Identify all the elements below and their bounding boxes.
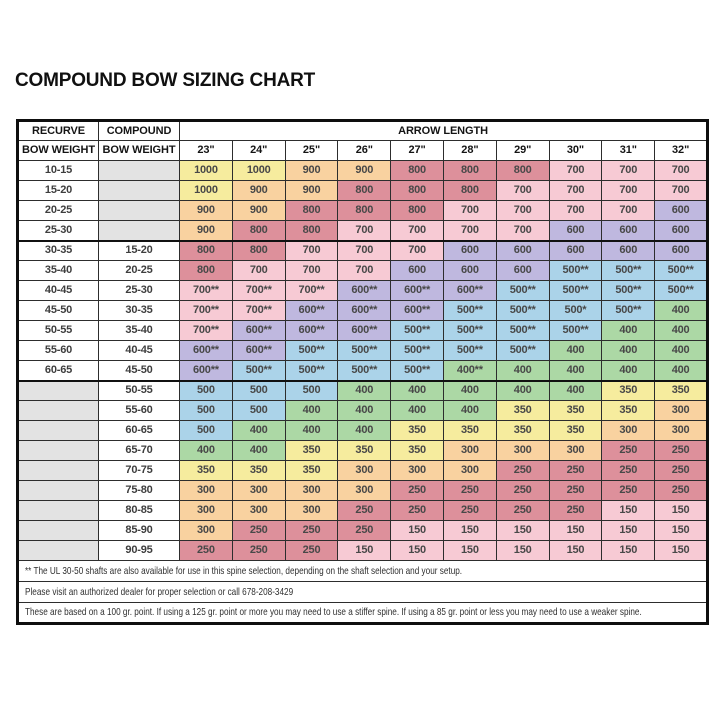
compound-weight-cell: 55-60 xyxy=(99,401,180,421)
spine-cell: 300 xyxy=(180,481,233,501)
compound-weight-cell: 90-95 xyxy=(99,541,180,561)
recurve-weight-cell: 55-60 xyxy=(18,341,99,361)
table-row xyxy=(18,321,708,341)
spine-cell: 500** xyxy=(549,321,602,341)
spine-cell: 500** xyxy=(496,321,549,341)
spine-cell: 500** xyxy=(655,281,708,301)
spine-cell: 350 xyxy=(391,421,444,441)
spine-cell: 150 xyxy=(602,521,655,541)
spine-cell: 700 xyxy=(655,181,708,201)
spine-cell: 350 xyxy=(338,441,391,461)
compound-weight-cell: 45-50 xyxy=(99,361,180,381)
spine-cell: 700** xyxy=(232,281,285,301)
spine-cell: 150 xyxy=(655,541,708,561)
header-compound: COMPOUND xyxy=(99,121,180,141)
spine-cell: 400 xyxy=(602,321,655,341)
spine-cell: 900 xyxy=(232,201,285,221)
compound-weight-cell: 80-85 xyxy=(99,501,180,521)
column-header-arrow-29: 29" xyxy=(496,141,549,161)
spine-cell: 400 xyxy=(232,441,285,461)
spine-cell: 500** xyxy=(496,341,549,361)
spine-cell: 500** xyxy=(443,321,496,341)
spine-cell: 400 xyxy=(549,361,602,381)
spine-cell: 400 xyxy=(391,381,444,401)
column-header-arrow-32: 32" xyxy=(655,141,708,161)
spine-cell: 400 xyxy=(338,381,391,401)
spine-cell: 250 xyxy=(180,541,233,561)
spine-cell: 400 xyxy=(655,321,708,341)
compound-weight-cell: 85-90 xyxy=(99,521,180,541)
spine-cell: 800 xyxy=(338,201,391,221)
spine-cell: 400 xyxy=(285,401,338,421)
spine-cell: 350 xyxy=(655,381,708,401)
column-header-arrow-26: 26" xyxy=(338,141,391,161)
recurve-weight-cell xyxy=(18,421,99,441)
compound-weight-cell: 35-40 xyxy=(99,321,180,341)
spine-cell: 250 xyxy=(443,481,496,501)
spine-cell: 800 xyxy=(285,221,338,241)
table-footnotes xyxy=(18,561,708,624)
spine-cell: 150 xyxy=(391,521,444,541)
spine-cell: 500** xyxy=(285,341,338,361)
spine-cell: 600 xyxy=(391,261,444,281)
spine-cell: 300 xyxy=(180,521,233,541)
table-row xyxy=(18,441,708,461)
spine-cell: 700 xyxy=(602,201,655,221)
spine-cell: 900 xyxy=(285,181,338,201)
spine-cell: 700 xyxy=(232,261,285,281)
spine-cell: 250 xyxy=(443,501,496,521)
spine-cell: 350 xyxy=(602,381,655,401)
spine-cell: 700 xyxy=(496,181,549,201)
compound-weight-cell xyxy=(99,181,180,201)
header-row-main xyxy=(18,121,708,141)
spine-cell: 700** xyxy=(180,301,233,321)
spine-cell: 700 xyxy=(655,161,708,181)
spine-cell: 900 xyxy=(180,221,233,241)
spine-cell: 400 xyxy=(602,341,655,361)
spine-cell: 300 xyxy=(496,441,549,461)
spine-cell: 150 xyxy=(443,521,496,541)
footnote-row xyxy=(18,603,708,624)
spine-cell: 150 xyxy=(655,501,708,521)
recurve-weight-cell xyxy=(18,521,99,541)
spine-cell: 600** xyxy=(391,301,444,321)
spine-cell: 600** xyxy=(232,321,285,341)
spine-cell: 350 xyxy=(549,421,602,441)
subheader-recurve-bow-weight: BOW WEIGHT xyxy=(18,141,99,161)
spine-cell: 300 xyxy=(232,501,285,521)
spine-cell: 500** xyxy=(496,301,549,321)
recurve-weight-cell: 20-25 xyxy=(18,201,99,221)
table-row xyxy=(18,301,708,321)
spine-cell: 600** xyxy=(285,301,338,321)
spine-cell: 250 xyxy=(232,541,285,561)
spine-cell: 350 xyxy=(285,461,338,481)
spine-cell: 150 xyxy=(549,521,602,541)
compound-weight-cell: 60-65 xyxy=(99,421,180,441)
spine-cell: 500** xyxy=(602,301,655,321)
spine-cell: 350 xyxy=(496,401,549,421)
spine-cell: 300 xyxy=(655,421,708,441)
compound-weight-cell: 15-20 xyxy=(99,241,180,261)
recurve-weight-cell: 50-55 xyxy=(18,321,99,341)
spine-cell: 600** xyxy=(338,281,391,301)
column-header-arrow-27: 27" xyxy=(391,141,444,161)
spine-cell: 250 xyxy=(232,521,285,541)
spine-cell: 700 xyxy=(602,161,655,181)
spine-cell: 500** xyxy=(549,281,602,301)
spine-cell: 600 xyxy=(655,241,708,261)
spine-cell: 400 xyxy=(655,341,708,361)
spine-cell: 400 xyxy=(443,401,496,421)
spine-cell: 700 xyxy=(549,161,602,181)
spine-cell: 500 xyxy=(180,381,233,401)
table-row xyxy=(18,261,708,281)
spine-cell: 350 xyxy=(180,461,233,481)
compound-weight-cell: 30-35 xyxy=(99,301,180,321)
spine-cell: 500** xyxy=(655,261,708,281)
recurve-weight-cell: 30-35 xyxy=(18,241,99,261)
spine-cell: 250 xyxy=(602,461,655,481)
compound-weight-cell: 40-45 xyxy=(99,341,180,361)
spine-cell: 600 xyxy=(549,241,602,261)
spine-cell: 150 xyxy=(602,541,655,561)
spine-cell: 800 xyxy=(443,161,496,181)
spine-cell: 250 xyxy=(549,461,602,481)
column-header-arrow-24: 24" xyxy=(232,141,285,161)
spine-cell: 600 xyxy=(655,201,708,221)
recurve-weight-cell xyxy=(18,481,99,501)
spine-cell: 300 xyxy=(232,481,285,501)
recurve-weight-cell xyxy=(18,541,99,561)
spine-cell: 900 xyxy=(180,201,233,221)
spine-cell: 300 xyxy=(391,461,444,481)
spine-cell: 250 xyxy=(602,481,655,501)
recurve-weight-cell: 60-65 xyxy=(18,361,99,381)
spine-cell: 600** xyxy=(443,281,496,301)
spine-cell: 400 xyxy=(602,361,655,381)
spine-cell: 800 xyxy=(180,241,233,261)
spine-cell: 800 xyxy=(391,181,444,201)
spine-cell: 800 xyxy=(232,221,285,241)
table-row xyxy=(18,421,708,441)
recurve-weight-cell xyxy=(18,381,99,401)
spine-cell: 350 xyxy=(549,401,602,421)
spine-cell: 600 xyxy=(496,241,549,261)
spine-cell: 600 xyxy=(549,221,602,241)
spine-cell: 600** xyxy=(338,301,391,321)
spine-cell: 500 xyxy=(285,381,338,401)
spine-cell: 800 xyxy=(443,181,496,201)
compound-weight-cell xyxy=(99,201,180,221)
spine-cell: 600 xyxy=(602,241,655,261)
spine-cell: 500* xyxy=(549,301,602,321)
column-header-arrow-30: 30" xyxy=(549,141,602,161)
spine-cell: 250 xyxy=(549,501,602,521)
table-row xyxy=(18,401,708,421)
page-title: COMPOUND BOW SIZING CHART xyxy=(15,70,316,91)
spine-cell: 250 xyxy=(496,501,549,521)
table-row xyxy=(18,361,708,381)
spine-cell: 600** xyxy=(338,321,391,341)
spine-cell: 400 xyxy=(549,341,602,361)
recurve-weight-cell xyxy=(18,441,99,461)
spine-cell: 800 xyxy=(391,201,444,221)
spine-cell: 500** xyxy=(391,341,444,361)
spine-cell: 300 xyxy=(549,441,602,461)
spine-cell: 600 xyxy=(602,221,655,241)
spine-cell: 150 xyxy=(496,521,549,541)
spine-cell: 350 xyxy=(391,441,444,461)
table-row xyxy=(18,521,708,541)
column-header-arrow-23: 23" xyxy=(180,141,233,161)
spine-cell: 700 xyxy=(285,261,338,281)
spine-cell: 800 xyxy=(338,181,391,201)
spine-cell: 1000 xyxy=(180,161,233,181)
footnote-row xyxy=(18,582,708,603)
compound-weight-cell: 75-80 xyxy=(99,481,180,501)
footnote-point-weight xyxy=(18,603,708,624)
spine-cell: 400 xyxy=(655,361,708,381)
spine-cell: 700 xyxy=(602,181,655,201)
table-row xyxy=(18,201,708,221)
spine-cell: 800 xyxy=(285,201,338,221)
spine-cell: 250 xyxy=(338,521,391,541)
spine-cell: 600** xyxy=(180,361,233,381)
spine-cell: 500 xyxy=(232,381,285,401)
spine-cell: 1000 xyxy=(232,161,285,181)
spine-cell: 300 xyxy=(180,501,233,521)
compound-weight-cell xyxy=(99,221,180,241)
spine-cell: 500** xyxy=(338,341,391,361)
spine-cell: 150 xyxy=(496,541,549,561)
compound-weight-cell: 20-25 xyxy=(99,261,180,281)
spine-cell: 300 xyxy=(443,461,496,481)
spine-cell: 600** xyxy=(232,341,285,361)
table-row xyxy=(18,221,708,241)
column-header-arrow-28: 28" xyxy=(443,141,496,161)
header-recurve: RECURVE xyxy=(18,121,99,141)
spine-cell: 600** xyxy=(391,281,444,301)
spine-cell: 400 xyxy=(180,441,233,461)
spine-cell: 500** xyxy=(443,301,496,321)
spine-cell: 300 xyxy=(338,461,391,481)
spine-cell: 500** xyxy=(496,281,549,301)
spine-cell: 900 xyxy=(338,161,391,181)
spine-cell: 700** xyxy=(180,281,233,301)
recurve-weight-cell: 35-40 xyxy=(18,261,99,281)
header-row-sub xyxy=(18,141,708,161)
compound-weight-cell: 65-70 xyxy=(99,441,180,461)
spine-cell: 600 xyxy=(443,241,496,261)
spine-cell: 500** xyxy=(232,361,285,381)
footnote-ul-shafts xyxy=(18,561,708,582)
spine-cell: 400** xyxy=(443,361,496,381)
spine-cell: 800 xyxy=(232,241,285,261)
sizing-chart-body xyxy=(18,161,708,561)
footnote-row xyxy=(18,561,708,582)
spine-cell: 500** xyxy=(443,341,496,361)
spine-cell: 700 xyxy=(549,201,602,221)
spine-cell: 700 xyxy=(496,201,549,221)
spine-cell: 400 xyxy=(496,381,549,401)
spine-cell: 500** xyxy=(602,261,655,281)
spine-cell: 150 xyxy=(549,541,602,561)
spine-cell: 600** xyxy=(285,321,338,341)
spine-cell: 300 xyxy=(285,481,338,501)
spine-cell: 400 xyxy=(391,401,444,421)
spine-cell: 150 xyxy=(655,521,708,541)
spine-cell: 700 xyxy=(496,221,549,241)
spine-cell: 900 xyxy=(232,181,285,201)
spine-cell: 250 xyxy=(655,461,708,481)
spine-cell: 250 xyxy=(391,501,444,521)
spine-cell: 300 xyxy=(655,401,708,421)
spine-cell: 150 xyxy=(602,501,655,521)
spine-cell: 400 xyxy=(338,401,391,421)
compound-weight-cell: 50-55 xyxy=(99,381,180,401)
spine-cell: 250 xyxy=(655,481,708,501)
table-header xyxy=(18,121,708,161)
table-row xyxy=(18,541,708,561)
spine-cell: 700 xyxy=(285,241,338,261)
spine-cell: 300 xyxy=(602,421,655,441)
footnote-dealer-text: Please visit an authorized dealer for proper selection or call 678-208-3429 xyxy=(25,585,294,598)
footnote-ul-shafts-text: ** The UL 30-50 shafts are also available for use in this spine selection, depending on the shaft selection and your setup. xyxy=(25,564,463,577)
spine-cell: 400 xyxy=(549,381,602,401)
table-row xyxy=(18,501,708,521)
spine-cell: 400 xyxy=(285,421,338,441)
spine-cell: 250 xyxy=(602,441,655,461)
table-row xyxy=(18,341,708,361)
recurve-weight-cell: 10-15 xyxy=(18,161,99,181)
sizing-chart-table xyxy=(16,119,709,625)
spine-cell: 300 xyxy=(338,481,391,501)
spine-cell: 700** xyxy=(232,301,285,321)
spine-cell: 500 xyxy=(180,401,233,421)
table-row xyxy=(18,161,708,181)
spine-cell: 1000 xyxy=(180,181,233,201)
spine-cell: 300 xyxy=(285,501,338,521)
header-arrow-length: ARROW LENGTH xyxy=(180,121,708,141)
spine-cell: 250 xyxy=(549,481,602,501)
spine-cell: 700 xyxy=(549,181,602,201)
spine-cell: 700** xyxy=(285,281,338,301)
column-header-arrow-25: 25" xyxy=(285,141,338,161)
spine-cell: 350 xyxy=(232,461,285,481)
compound-weight-cell: 70-75 xyxy=(99,461,180,481)
spine-cell: 300 xyxy=(443,441,496,461)
spine-cell: 700 xyxy=(391,221,444,241)
spine-cell: 500** xyxy=(549,261,602,281)
recurve-weight-cell: 15-20 xyxy=(18,181,99,201)
spine-cell: 250 xyxy=(285,521,338,541)
spine-cell: 600 xyxy=(496,261,549,281)
recurve-weight-cell xyxy=(18,401,99,421)
spine-cell: 800 xyxy=(391,161,444,181)
spine-cell: 250 xyxy=(338,501,391,521)
spine-cell: 500** xyxy=(285,361,338,381)
table-row xyxy=(18,241,708,261)
spine-cell: 700 xyxy=(338,241,391,261)
spine-cell: 250 xyxy=(655,441,708,461)
spine-cell: 700 xyxy=(338,261,391,281)
table-row xyxy=(18,381,708,401)
spine-cell: 350 xyxy=(443,421,496,441)
compound-weight-cell: 25-30 xyxy=(99,281,180,301)
spine-cell: 150 xyxy=(338,541,391,561)
compound-weight-cell xyxy=(99,161,180,181)
spine-cell: 700 xyxy=(443,221,496,241)
spine-cell: 400 xyxy=(443,381,496,401)
spine-cell: 250 xyxy=(496,461,549,481)
spine-cell: 250 xyxy=(391,481,444,501)
spine-cell: 250 xyxy=(496,481,549,501)
spine-cell: 350 xyxy=(602,401,655,421)
table-row xyxy=(18,481,708,501)
table-row xyxy=(18,461,708,481)
spine-cell: 400 xyxy=(655,301,708,321)
spine-cell: 700** xyxy=(180,321,233,341)
spine-cell: 500 xyxy=(232,401,285,421)
spine-cell: 500** xyxy=(602,281,655,301)
recurve-weight-cell: 45-50 xyxy=(18,301,99,321)
spine-cell: 700 xyxy=(338,221,391,241)
spine-cell: 600 xyxy=(655,221,708,241)
spine-cell: 700 xyxy=(443,201,496,221)
spine-cell: 900 xyxy=(285,161,338,181)
spine-cell: 150 xyxy=(443,541,496,561)
spine-cell: 400 xyxy=(496,361,549,381)
spine-cell: 600** xyxy=(180,341,233,361)
spine-cell: 700 xyxy=(391,241,444,261)
spine-cell: 350 xyxy=(496,421,549,441)
spine-cell: 600 xyxy=(443,261,496,281)
footnote-point-weight-text: These are based on a 100 gr. point. If using a 125 gr. point or more you may need to use a stiffer spine. If using a 85 gr. point or less you may need to use a weaker spine. xyxy=(25,606,642,618)
spine-cell: 150 xyxy=(391,541,444,561)
column-header-arrow-31: 31" xyxy=(602,141,655,161)
recurve-weight-cell xyxy=(18,461,99,481)
recurve-weight-cell: 40-45 xyxy=(18,281,99,301)
spine-cell: 500** xyxy=(338,361,391,381)
table-row xyxy=(18,281,708,301)
spine-cell: 800 xyxy=(180,261,233,281)
spine-cell: 800 xyxy=(496,161,549,181)
spine-cell: 350 xyxy=(285,441,338,461)
table-row xyxy=(18,181,708,201)
footnote-dealer xyxy=(18,582,708,603)
subheader-compound-bow-weight: BOW WEIGHT xyxy=(99,141,180,161)
spine-cell: 500 xyxy=(180,421,233,441)
recurve-weight-cell: 25-30 xyxy=(18,221,99,241)
spine-cell: 500** xyxy=(391,361,444,381)
spine-cell: 250 xyxy=(285,541,338,561)
recurve-weight-cell xyxy=(18,501,99,521)
spine-cell: 400 xyxy=(338,421,391,441)
spine-cell: 500** xyxy=(391,321,444,341)
spine-cell: 400 xyxy=(232,421,285,441)
